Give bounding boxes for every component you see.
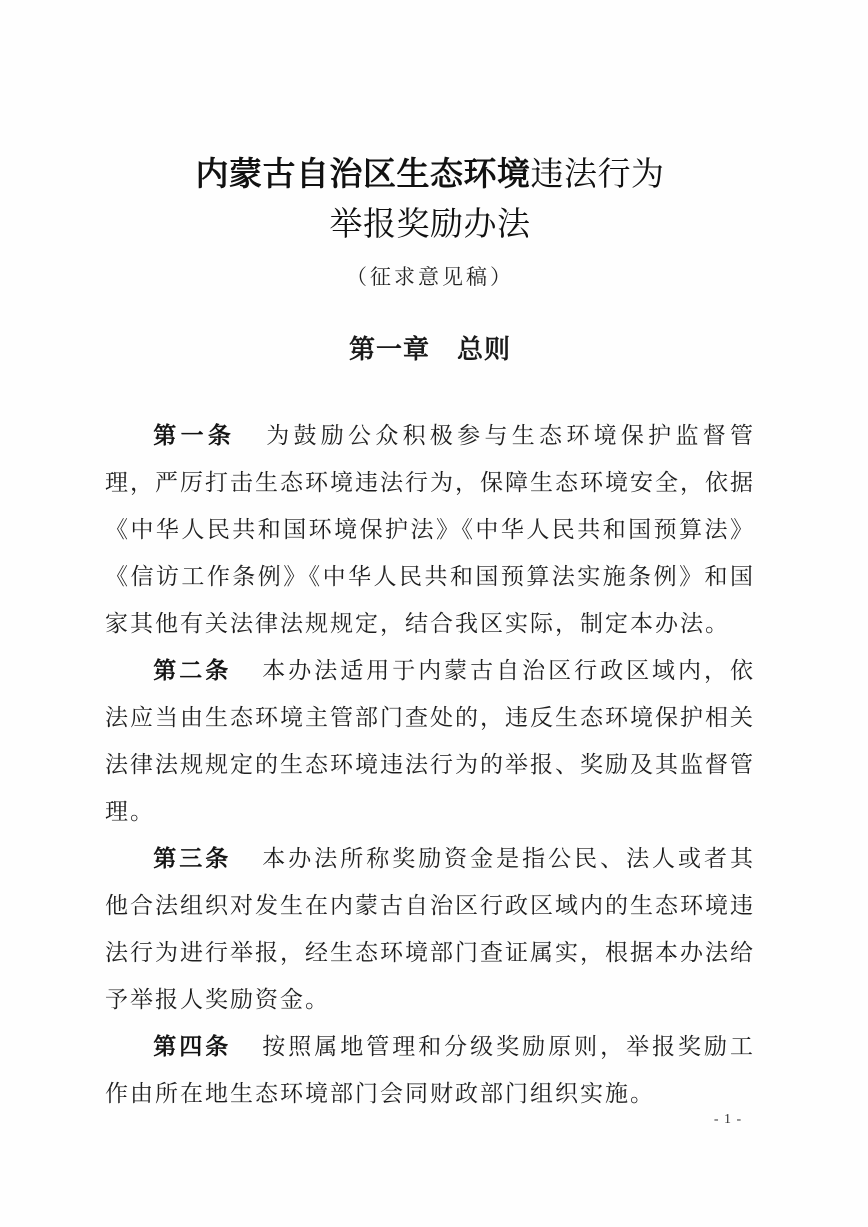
document-subtitle: （征求意见稿） (346, 265, 514, 289)
article-2-text: 本办法适用于内蒙古自治区行政区域内，依法应当由生态环境主管部门查处的，违反生态环境保护相关法律法规规定的生态环境违法行为的举报、奖励及其监督管理。 (105, 658, 756, 824)
document-title (105, 150, 755, 250)
article-1-label: 第一条 (153, 423, 236, 448)
title-line-1-bold: 内蒙古自治区生态环境 (195, 157, 531, 193)
article-4-label: 第四条 (153, 1034, 232, 1059)
page-number: - 1 - (713, 1112, 743, 1127)
title-line-1 (105, 150, 755, 200)
article-3-label: 第三条 (153, 846, 232, 871)
title-line-1-regular: 违法行为 (530, 157, 665, 193)
title-line-2: 举报奖励办法 (329, 207, 531, 243)
article-2 (105, 647, 755, 835)
article-1 (105, 412, 755, 647)
article-4 (105, 1023, 755, 1117)
article-3-text: 本办法所称奖励资金是指公民、法人或者其他合法组织对发生在内蒙古自治区行政区域内的生态环境违法行为进行举报，经生态环境部门查证属实，根据本办法给予举报人奖励资金。 (105, 846, 756, 1012)
article-1-text: 为鼓励公众积极参与生态环境保护监督管理，严厉打击生态环境违法行为，保障生态环境安全，依据《中华人民共和国环境保护法》《中华人民共和国预算法》《信访工作条例》《中华人民共和国预算法实施条例》和国家其他有关法律法规规定，结合我区实际，制定本办法。 (105, 423, 756, 636)
document-body (105, 412, 755, 1117)
article-3 (105, 835, 755, 1023)
chapter-heading: 第一章 总则 (348, 334, 511, 364)
article-4-text: 按照属地管理和分级奖励原则，举报奖励工作由所在地生态环境部门会同财政部门组织实施。 (105, 1034, 756, 1106)
article-2-label: 第二条 (153, 658, 232, 683)
